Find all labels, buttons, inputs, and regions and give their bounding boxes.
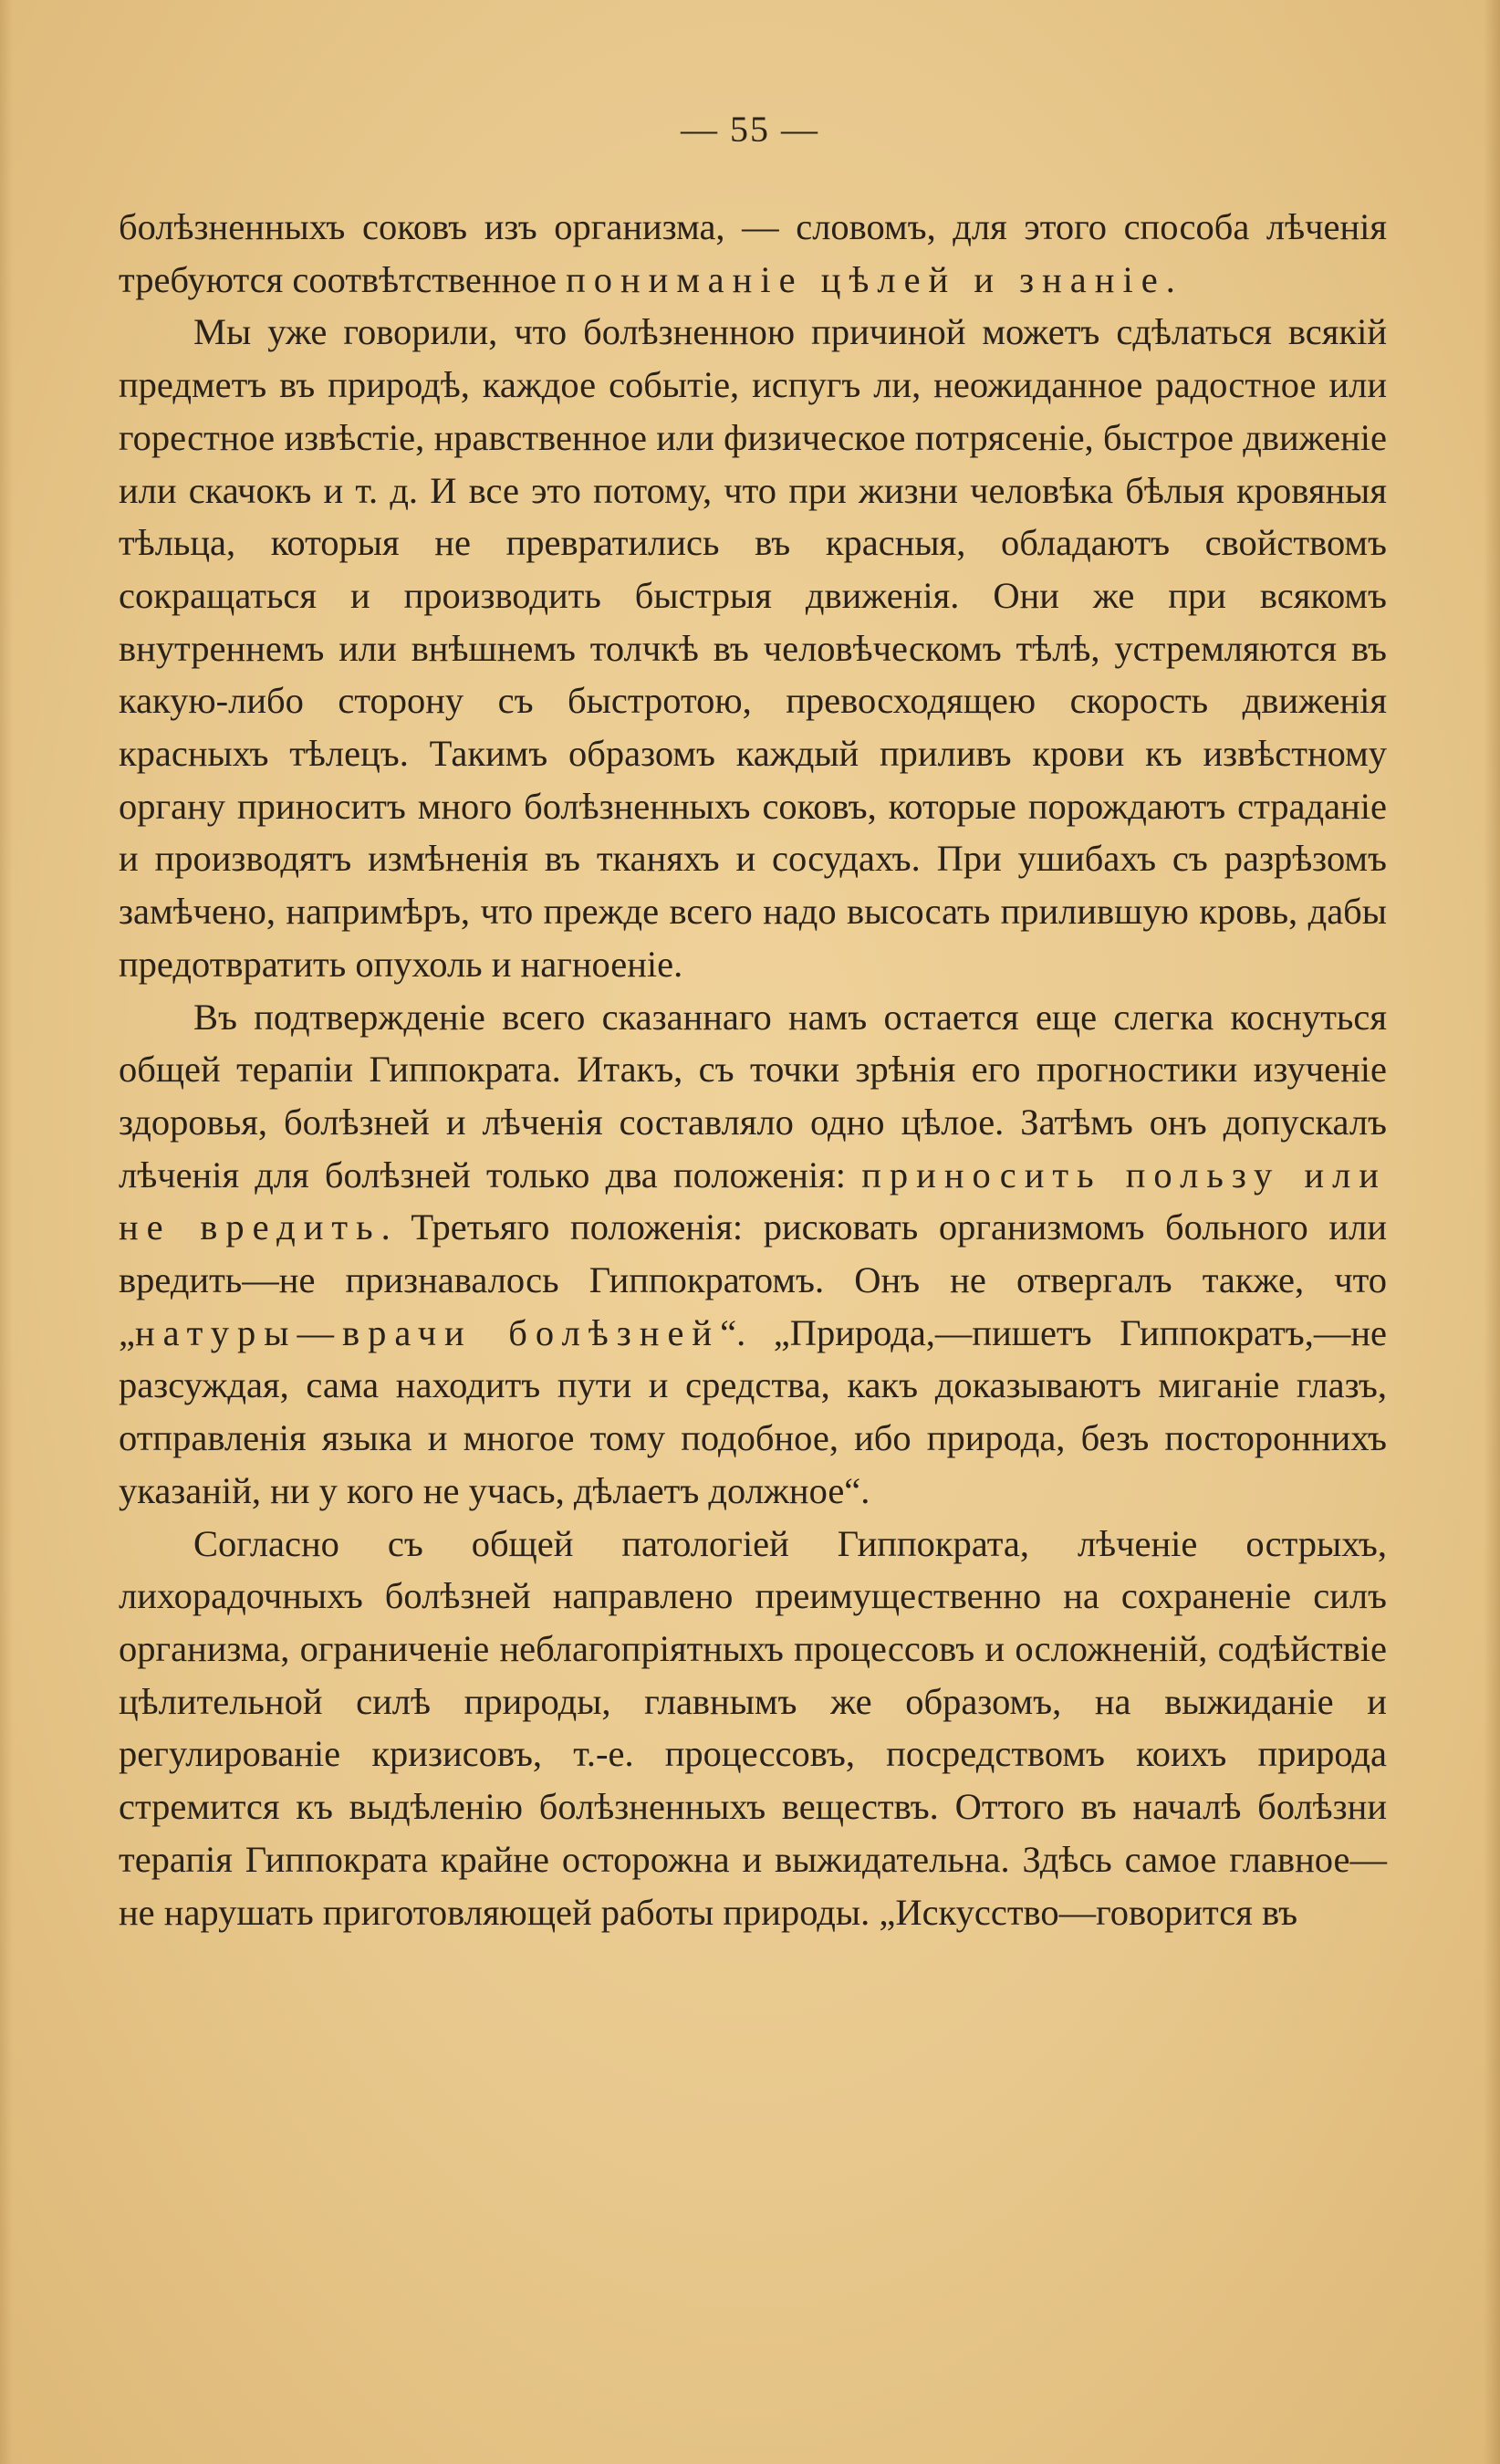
paragraph-3 [119,991,1387,1518]
paragraph-1-text-end: . [1165,258,1175,300]
paragraph-3-text-c: “. „Природа,—пишетъ Гиппократъ,—не разсуждая, сама находитъ пути и средства, какъ доказываютъ миганіе глазъ, отправленія языка и многое тому подобное, ибо природа, безъ постороннихъ указаній, ни у кого не учась, дѣлаетъ должное“. [119,1311,1388,1511]
paragraph-1 [119,201,1387,306]
paragraph-1-spaced-text: пониманіе цѣлей и знаніе [566,258,1166,300]
paragraph-4 [119,1518,1387,1939]
paragraph-1-text: болѣзненныхъ соковъ изъ организма, — словомъ, для этого способа лѣченія требуются соотвѣтственное [119,206,1387,300]
paragraph-3-spaced-b: натуры—врачи болѣзней [134,1311,721,1353]
paragraph-2 [119,306,1387,990]
page-edge-left [0,0,13,2464]
paragraph-3-text-b: . Третьяго положенія: рисковать организмомъ больного или вредить—не признавалось Гиппократомъ. Онъ не отвергалъ также, что „ [119,1206,1387,1353]
page-number: — 55 — [681,109,819,150]
page-edge-right [1484,0,1500,2464]
paragraph-2-text: Мы уже говорили, что болѣзненною причиной можетъ сдѣлаться всякій предметъ въ природѣ, каждое событіе, испугъ ли, неожиданное радостное или горестное извѣстіе, нравственное или физическое потрясеніе, быстрое движеніе или скачокъ и т. д. И все это потому, что при жизни человѣка бѣлыя кровяныя тѣльца, которыя не превратились въ красныя, обладаютъ свойствомъ сокращаться и производить быстрыя движенія. Они же при всякомъ внутреннемъ или внѣшнемъ толчкѣ въ человѣческомъ тѣлѣ, устремляются въ какую-либо сторону съ быстротою, превосходящею скорость движенія красныхъ тѣлецъ. Такимъ образомъ каждый приливъ крови къ извѣстному органу приноситъ много болѣзненныхъ соковъ, которые порождаютъ страданіе и производятъ измѣненія въ тканяхъ и сосудахъ. При ушибахъ съ разрѣзомъ замѣчено, напримѣръ, что прежде всего надо высосать прилившую кровь, дабы предотвратить опухоль и нагноеніе. [119,311,1387,985]
body-text [119,201,1387,1938]
paragraph-4-text: Согласно съ общей патологіей Гиппократа, лѣченіе острыхъ, лихорадочныхъ болѣзней направлено преимущественно на сохраненіе силъ организма, ограниченіе неблагопріятныхъ процессовъ и осложненій, содѣйствіе цѣлительной силѣ природы, главнымъ же образомъ, на выжиданіе и регулированіе кризисовъ, т.-е. процессовъ, посредствомъ коихъ природа стремится къ выдѣленію болѣзненныхъ веществъ. Оттого въ началѣ болѣзни терапія Гиппократа крайне осторожна и выжидательна. Здѣсь самое главное—не нарушать приготовляющей работы природы. „Искусство—говорится въ [119,1522,1387,1933]
paragraph-3-spaced-a: приносить пользу или не вредить [119,1154,1387,1248]
paragraph-3-text-a: Въ подтвержденіе всего сказаннаго намъ остается еще слегка коснуться общей терапіи Гиппократа. Итакъ, съ точки зрѣнія его прогностики изученіе здоровья, болѣзней и лѣченія составляло одно цѣлое. Затѣмъ онъ допускалъ лѣченія для болѣзней только два положенія: [119,996,1387,1195]
